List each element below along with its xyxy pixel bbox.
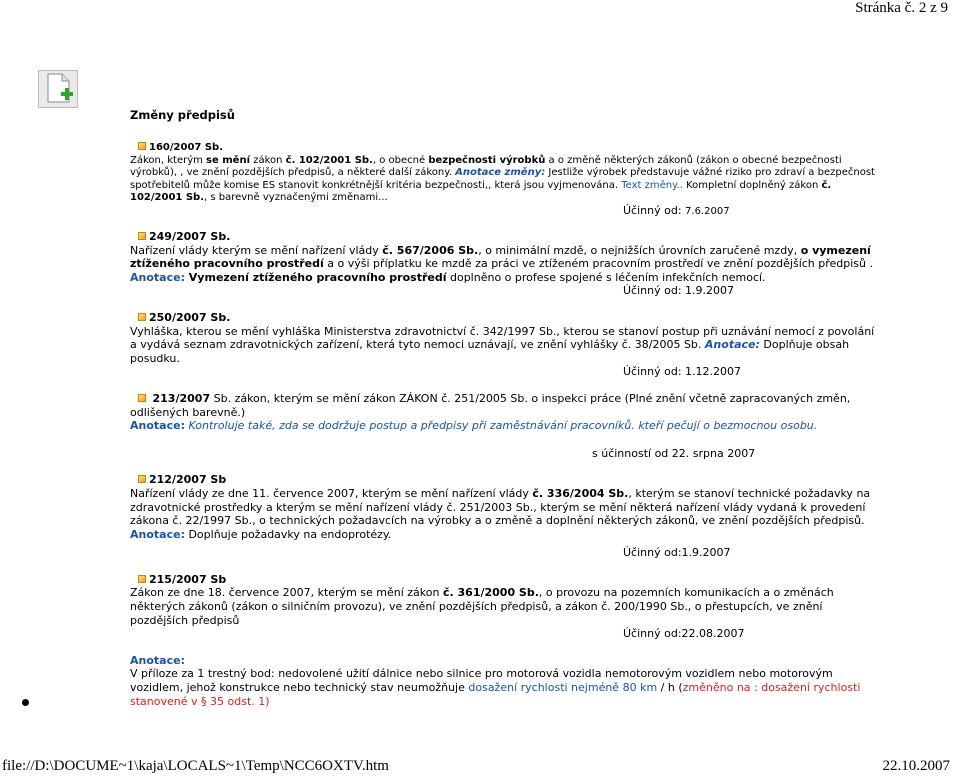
effective-date: Účinný od: 1.9.2007 <box>623 284 735 298</box>
annotation-text: V příloze za 1 trestný bod: nedovolené užití dálnice nebo silnice pro motorová vozidla nemotorovým vozidlem nebo motorovým vozidlem, jehož konstrukce nebo technický stav neumožňuje dosažení rychlosti nejméně 80 km / h (změněno na : dosažení rychlosti stanovené v § 35 odst. 1) <box>130 667 861 708</box>
annotation-label: Anotace změny: <box>455 167 546 178</box>
effective-date: Účinný od: 1.12.2007 <box>623 365 742 379</box>
entry-annotation <box>130 654 878 668</box>
page-heading: Změny předpisů <box>130 108 235 122</box>
entry-text: Nařízení vlády kterým se mění nařízení vlády č. 567/2006 Sb., o minimální mzdě, o nejnižších úrovních zaručené mzdy, o vymezení ztíženého pracovního prostředí a o výši příplatku ke mzdě za práci ve ztíženém pracovním prostředí ve znění pozdějších předpisů . Anotace: Vymezení ztíženého pracovního prostředí doplněno o profese spojené s léčením infekčních nemocí. <box>130 243 874 284</box>
annotation-label: Anotace: <box>130 270 185 284</box>
bullet-square-icon <box>138 475 146 483</box>
effective-date: s účinností od 22. srpna 2007 <box>592 446 756 460</box>
entry-annotation: Anotace: Kontroluje také, zda se dodržuje postup a předpisy při zaměstnávání pracovníků. kteří pečují o bezmocnou osobu. <box>130 419 818 433</box>
entry-text: Nařízení vlády ze dne 11. července 2007, kterým se mění nařízení vlády č. 336/2004 Sb., kterým se stanoví technické požadavky na zdravotnické prostředky a kterým se mění nařízení vlády č. 251/2003 Sb., kterým se mění některá nařízení vlády vydaná k provedení zákona č. 22/1997 Sb., o technických požadavcích na výrobky a o změně a doplnění některých zákonů, ve znění pozdějších předpisů. <box>130 486 871 528</box>
entry-text: Zákon ze dne 18. července 2007, kterým se mění zákon č. 361/2000 Sb., o provozu na pozemních komunikacích a o změnách některých zákonů (zákon o silničním provozu), ve znění pozdějších předpisů, a zákon č. 200/1990 Sb., o přestupcích, ve znění pozdějších předpisů <box>130 586 834 627</box>
entry-number: 249/2007 Sb. <box>149 230 231 243</box>
document-body <box>130 108 878 708</box>
regulation-entry-249 <box>130 230 878 298</box>
annotation-label: Anotace: <box>130 653 185 667</box>
entry-text: Zákon, kterým se mění zákon č. 102/2001 Sb., o obecné bezpečnosti výrobků a o změně některých zákonů (zákon o obecné bezpečnosti výrobků), , ve znění pozdějších předpisů, a některé další zákony. Anotace změny: Jestliže výrobek představuje vážné riziko pro zdraví a bezpečnost spotřebitelů může komise ES stanovit konkrétnější kritéria bezpečnosti,, která jsou vyjmenována. Text změny.. Kompletní doplněný zákon č. 102/2001 Sb., s barevně vyznačenými změnami... <box>130 154 875 203</box>
annotation-label: Anotace: <box>130 527 185 541</box>
bullet-square-icon <box>138 142 146 150</box>
bullet-square-icon <box>138 232 146 240</box>
bullet-square-icon <box>138 394 146 402</box>
entry-number: 215/2007 Sb <box>149 572 227 586</box>
entry-number: 212/2007 Sb <box>149 473 227 487</box>
list-bullet <box>22 699 29 706</box>
annotation-label: Anotace: <box>704 338 760 352</box>
entry-number: 250/2007 Sb. <box>149 310 231 324</box>
entry-annotation: Anotace: Doplňuje požadavky na endoprotézy. <box>130 527 392 541</box>
footer-date: 22.10.2007 <box>882 758 950 774</box>
page-number: Stránka č. 2 z 9 <box>855 0 948 16</box>
regulation-entry-212 <box>130 473 878 560</box>
effective-date: Účinný od:22.08.2007 <box>623 627 745 641</box>
footer-path: file://D:\DOCUME~1\kaja\LOCALS~1\Temp\NCC6OXTV.htm <box>2 758 389 774</box>
entry-number: 160/2007 Sb. <box>149 142 223 153</box>
bullet-square-icon <box>138 575 146 583</box>
regulation-entry-213 <box>130 392 878 460</box>
change-text-link[interactable]: Text změny.. <box>621 179 683 191</box>
regulation-entry-215 <box>130 573 878 708</box>
regulation-entry-250 <box>130 311 878 379</box>
new-document-icon <box>38 70 78 108</box>
entry-text: Vyhláška, kterou se mění vyhláška Ministerstva zdravotnictví č. 342/1997 Sb., kterou se stanoví postup při uznávání nemocí z povolání a vydává seznam zdravotnických zařízení, která tyto nemoci uznávají, ve znění vyhlášky č. 38/2005 Sb. Anotace: Doplňuje obsah posudku. <box>130 324 875 365</box>
effective-date: Účinný od:1.9.2007 <box>623 546 731 560</box>
regulation-entry-160 <box>130 142 878 218</box>
entry-text: 213/2007 Sb. zákon, kterým se mění zákon ZÁKON č. 251/2005 Sb. o inspekci práce (Plné znění včetně zapracovaných změn, odlišených barevně.) <box>130 391 851 419</box>
bullet-square-icon <box>138 313 146 321</box>
annotation-label: Anotace: <box>130 419 185 433</box>
entry-number: 213/2007 <box>152 391 211 405</box>
effective-date: Účinný od: 7.6.2007 <box>623 203 730 217</box>
